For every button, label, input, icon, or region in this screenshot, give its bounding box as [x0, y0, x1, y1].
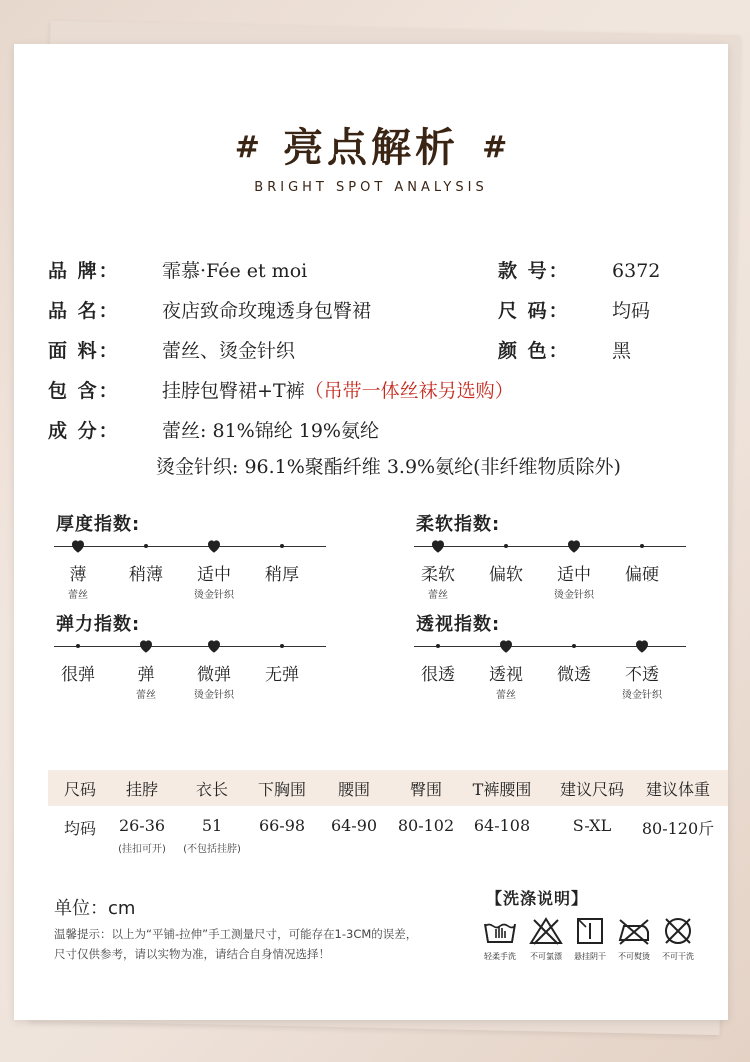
title-row — [14, 116, 728, 173]
size-header-cell: 衣长 — [195, 780, 228, 799]
size-header-cell: 下胸围 — [257, 780, 306, 799]
scale-dot — [504, 544, 508, 548]
size-header-cell: 尺码 — [63, 780, 96, 799]
brand-row — [48, 256, 307, 286]
hand-wash-icon — [480, 916, 520, 950]
scale-option: 无弹 — [265, 665, 299, 685]
name-label: 品 名： — [48, 300, 120, 322]
size-header-cell: 建议体重 — [645, 780, 710, 799]
scale-dot — [572, 644, 576, 648]
scale-option: 适中 — [197, 565, 231, 585]
contents-label: 包 含： — [48, 380, 120, 402]
wash-label: 悬挂阴干 — [574, 952, 606, 961]
scale-title-thickness: 厚度指数: — [56, 514, 141, 535]
scale-option-note: 蕾丝 — [496, 690, 516, 701]
composition-line1: 蕾丝: 81%锦纶 19%氨纶 — [162, 420, 379, 442]
scale-option-note: 烫金针织 — [554, 590, 594, 601]
size-value-cell: S-XL — [572, 816, 612, 835]
name-value: 夜店致命玫瑰透身包臀裙 — [162, 300, 372, 322]
scale-option: 适中 — [557, 565, 591, 585]
size-value-cell: 80-102 — [397, 816, 455, 835]
size-header-cell: T裤腰围 — [472, 780, 532, 799]
scale-title-transparency: 透视指数: — [416, 614, 501, 635]
tip-line-1: 温馨提示：以上为“平铺-拉伸”手工测量尺寸，可能存在1-3CM的误差， — [54, 927, 418, 941]
scale-option: 不透 — [625, 665, 659, 685]
heart-icon — [205, 537, 223, 555]
scale-option: 偏硬 — [625, 565, 659, 585]
measurement-tips — [54, 924, 474, 964]
size-value-cell: 64-108 — [473, 816, 531, 835]
wash-label: 不可干洗 — [662, 952, 694, 961]
brand-label: 品 牌： — [48, 260, 120, 282]
hang-dry-icon — [570, 916, 610, 950]
scale-dot — [436, 644, 440, 648]
size-value-note: (挂扣可开) — [118, 844, 166, 855]
size-row — [498, 296, 650, 326]
fabric-value: 蕾丝、烫金针织 — [162, 340, 296, 362]
name-row — [48, 296, 371, 326]
composition-label: 成 分： — [48, 420, 120, 442]
composition-row-2 — [156, 452, 621, 482]
model-value: 6372 — [612, 260, 661, 282]
scale-option: 弹 — [137, 665, 155, 685]
heart-icon — [633, 637, 651, 655]
size-value-cell: 64-90 — [330, 816, 378, 835]
heart-icon — [205, 637, 223, 655]
scale-option: 偏软 — [489, 565, 523, 585]
scale-title-softness: 柔软指数: — [416, 514, 501, 535]
size-value-cell: 66-98 — [258, 816, 306, 835]
scale-option-note: 蕾丝 — [428, 590, 448, 601]
no-iron-icon — [614, 916, 654, 950]
brand-value: 霏慕·Fée et moi — [162, 260, 308, 282]
fabric-label: 面 料： — [48, 340, 120, 362]
composition-line2: 烫金针织: 96.1%聚酯纤维 3.9%氨纶(非纤维物质除外) — [156, 456, 621, 478]
contents-row — [48, 376, 514, 406]
size-value-note: (不包括挂脖) — [183, 844, 241, 855]
size-header-cell: 建议尺码 — [559, 780, 624, 799]
wash-label: 不可熨烫 — [618, 952, 650, 961]
size-header-cell: 腰围 — [337, 780, 370, 799]
scale-dot — [640, 544, 644, 548]
scale-line — [54, 546, 326, 547]
scale-dot — [144, 544, 148, 548]
scale-dot — [280, 544, 284, 548]
size-label: 尺 码： — [498, 300, 570, 322]
color-row — [498, 336, 631, 366]
heart-icon — [565, 537, 583, 555]
scale-option: 柔软 — [421, 565, 455, 585]
scale-option: 稍厚 — [265, 565, 299, 585]
wash-label: 轻柔手洗 — [484, 952, 516, 961]
scale-line — [54, 646, 326, 647]
scale-option: 微弹 — [197, 665, 231, 685]
size-value-cell: 51 — [201, 816, 223, 835]
scale-option: 微透 — [557, 665, 591, 685]
scale-option: 透视 — [489, 665, 523, 685]
size-header-cell: 挂脖 — [125, 780, 158, 799]
scale-option-note: 烫金针织 — [194, 690, 234, 701]
size-value-cell: 均码 — [63, 819, 96, 838]
size-value: 均码 — [612, 300, 651, 322]
heart-icon — [429, 537, 447, 555]
spec-card — [14, 44, 728, 1020]
tip-line-2: 尺寸仅供参考，请以实物为准，请结合自身情况选择！ — [54, 947, 330, 961]
scale-option-note: 烫金针织 — [622, 690, 662, 701]
scale-option: 稍薄 — [129, 565, 163, 585]
contents-note: （吊带一体丝袜另选购） — [304, 380, 514, 402]
composition-row — [48, 416, 379, 446]
scale-option-note: 蕾丝 — [68, 590, 88, 601]
color-value: 黑 — [612, 340, 632, 362]
scale-dot — [280, 644, 284, 648]
hash-right: # — [482, 130, 508, 165]
wash-title: 【洗涤说明】 — [486, 889, 589, 908]
color-label: 颜 色： — [498, 340, 570, 362]
no-dry-clean-icon — [658, 916, 698, 950]
scale-option: 很透 — [421, 665, 455, 685]
scale-dot — [76, 644, 80, 648]
page-title: 亮点解析 — [283, 124, 459, 171]
size-value-cell: 80-120斤 — [641, 819, 715, 838]
contents-value: 挂脖包臀裙+T裤 — [162, 380, 305, 402]
unit-label: 单位：cm — [54, 898, 136, 919]
scale-line — [414, 546, 686, 547]
size-header-cell: 臀围 — [409, 780, 442, 799]
heart-icon — [137, 637, 155, 655]
scale-option-note: 蕾丝 — [136, 690, 156, 701]
fabric-row — [48, 336, 295, 366]
size-value-cell: 26-36 — [118, 816, 166, 835]
scale-option: 薄 — [69, 565, 87, 585]
page-subtitle: BRIGHT SPOT ANALYSIS — [254, 180, 488, 195]
wash-label: 不可氯漂 — [530, 952, 562, 961]
heart-icon — [497, 637, 515, 655]
model-row — [498, 256, 660, 286]
scale-option: 很弹 — [61, 665, 95, 685]
model-label: 款 号： — [498, 260, 570, 282]
no-bleach-icon — [526, 916, 566, 950]
heart-icon — [69, 537, 87, 555]
scale-title-elasticity: 弹力指数: — [56, 614, 141, 635]
scale-option-note: 烫金针织 — [194, 590, 234, 601]
hash-left: # — [234, 130, 260, 165]
